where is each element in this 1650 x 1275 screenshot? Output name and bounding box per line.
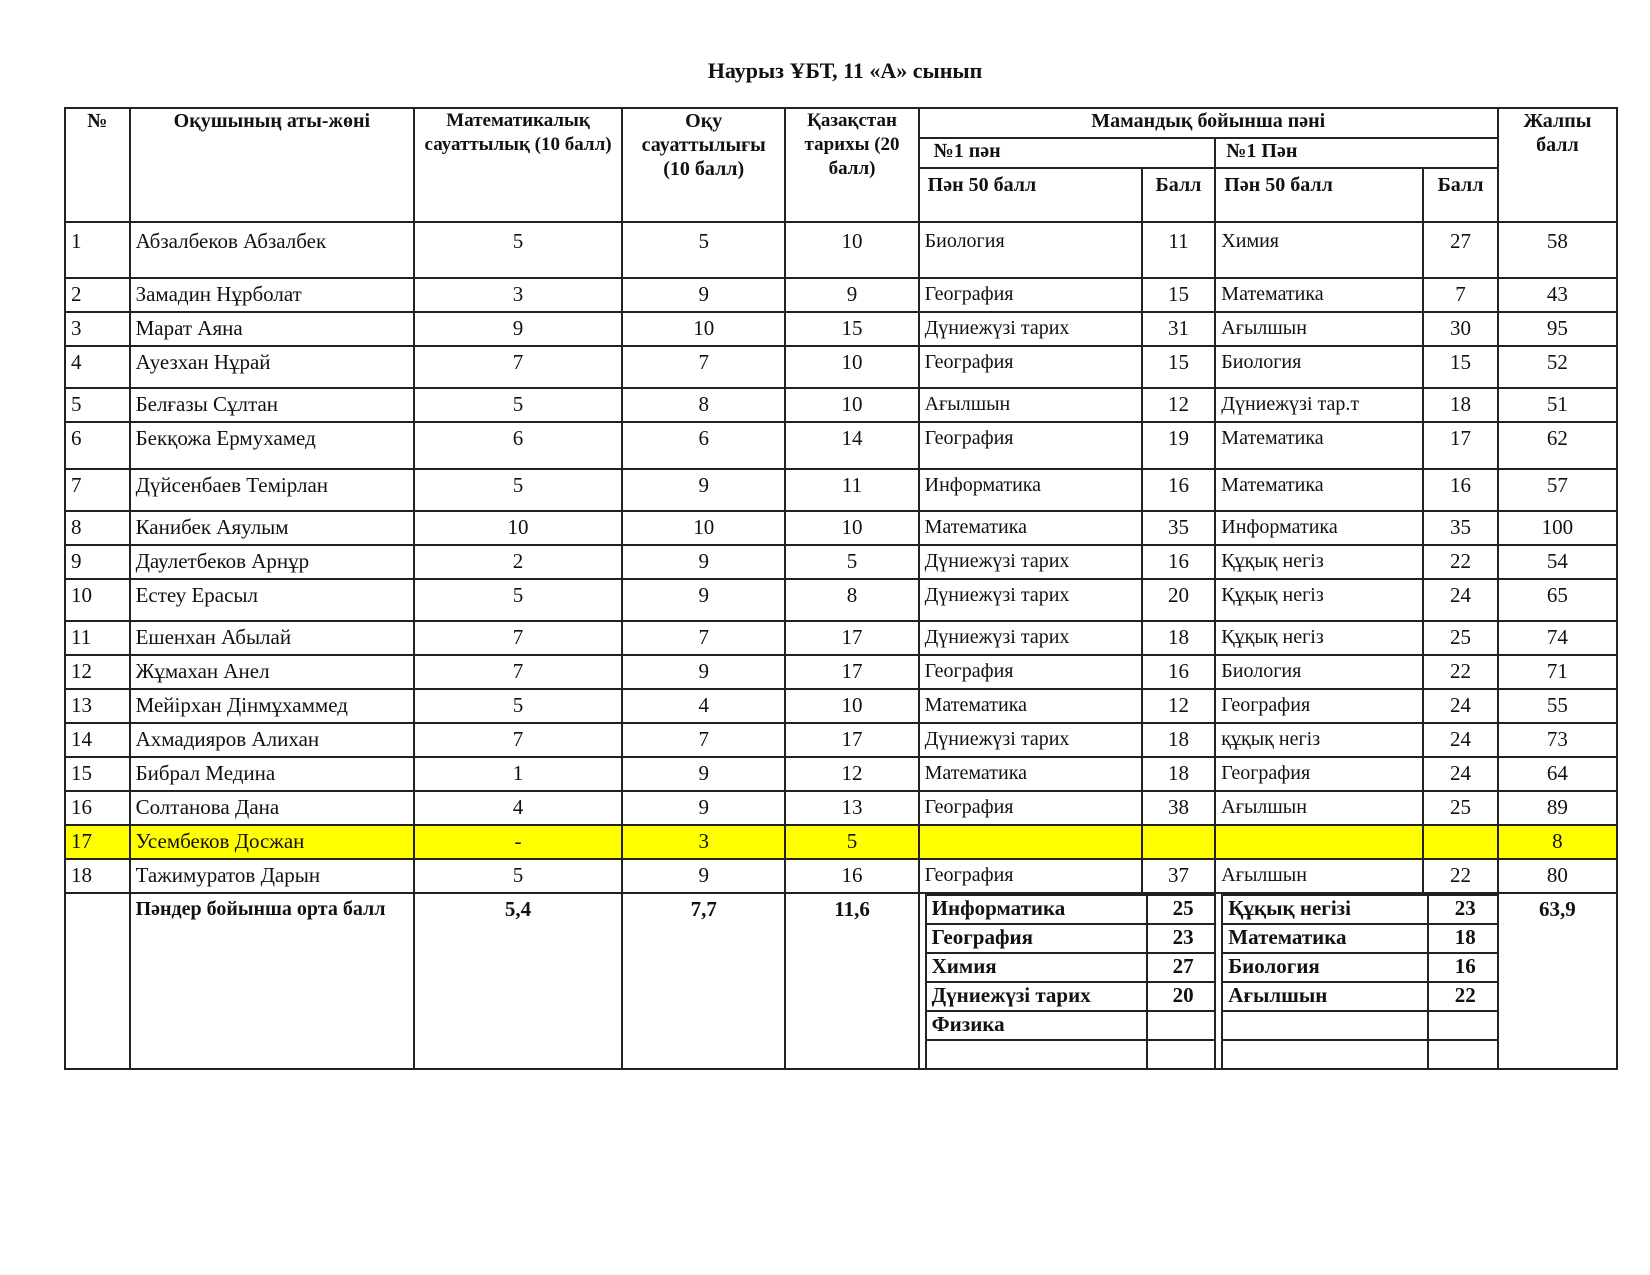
table-row <box>65 278 1617 312</box>
table-row <box>65 757 1617 791</box>
subject-1-score: 16 <box>1142 655 1216 689</box>
total-score: 55 <box>1498 689 1617 723</box>
subject-1-score: 38 <box>1142 791 1216 825</box>
subject-1: География <box>919 278 1142 312</box>
average-subject-score <box>1147 1040 1216 1068</box>
subject-1-score: 15 <box>1142 278 1216 312</box>
row-number: 10 <box>65 579 130 621</box>
average-num <box>65 893 130 1069</box>
reading-score: 8 <box>622 388 785 422</box>
subject-2: құқық негіз <box>1215 723 1423 757</box>
header-num: № <box>65 108 130 222</box>
table-row <box>65 621 1617 655</box>
subject-1: Математика <box>919 511 1142 545</box>
average-subject-row <box>926 1011 1216 1040</box>
row-number: 9 <box>65 545 130 579</box>
average-subject-row <box>1222 895 1498 924</box>
average-subject-score: 16 <box>1428 953 1498 982</box>
reading-score: 7 <box>622 621 785 655</box>
history-score: 11 <box>785 469 918 511</box>
average-subject <box>926 1040 1147 1068</box>
average-subject-score: 22 <box>1428 982 1498 1011</box>
total-score: 8 <box>1498 825 1617 859</box>
average-subject-row <box>926 895 1216 924</box>
header-subj-name-1: Пән 50 балл <box>919 168 1142 222</box>
subject-1-score: 11 <box>1142 222 1216 278</box>
average-label: Пәндер бойынша орта балл <box>130 893 415 1069</box>
subject-1: Математика <box>919 757 1142 791</box>
subject-2: Математика <box>1215 469 1423 511</box>
math-score: 6 <box>414 422 622 469</box>
subject-2: География <box>1215 689 1423 723</box>
total-score: 62 <box>1498 422 1617 469</box>
history-score: 14 <box>785 422 918 469</box>
average-subject-score: 23 <box>1428 895 1498 924</box>
subject-1-score: 18 <box>1142 621 1216 655</box>
subject-2-score: 24 <box>1423 723 1498 757</box>
history-score: 17 <box>785 655 918 689</box>
math-score: 3 <box>414 278 622 312</box>
average-subject: Ағылшын <box>1222 982 1428 1011</box>
average-total: 63,9 <box>1498 893 1617 1069</box>
average-subject-score: 18 <box>1428 924 1498 953</box>
history-score: 12 <box>785 757 918 791</box>
subject-2: Математика <box>1215 422 1423 469</box>
subject-2-score: 27 <box>1423 222 1498 278</box>
math-score: 7 <box>414 723 622 757</box>
history-score: 16 <box>785 859 918 893</box>
reading-score: 3 <box>622 825 785 859</box>
average-subject-score: 27 <box>1147 953 1216 982</box>
history-score: 5 <box>785 545 918 579</box>
row-number: 5 <box>65 388 130 422</box>
subject-1-score: 31 <box>1142 312 1216 346</box>
reading-score: 7 <box>622 723 785 757</box>
header-total: Жалпы балл <box>1498 108 1617 222</box>
math-score: 7 <box>414 655 622 689</box>
average-subject: География <box>926 924 1147 953</box>
subject-2-score: 22 <box>1423 859 1498 893</box>
reading-score: 10 <box>622 511 785 545</box>
subject-1: Дүниежүзі тарих <box>919 723 1142 757</box>
row-number: 18 <box>65 859 130 893</box>
table-row <box>65 545 1617 579</box>
subject-2: Химия <box>1215 222 1423 278</box>
row-number: 1 <box>65 222 130 278</box>
header-subj-score-2: Балл <box>1423 168 1498 222</box>
math-score: 5 <box>414 689 622 723</box>
average-row <box>65 893 1617 1069</box>
row-number: 13 <box>65 689 130 723</box>
reading-score: 10 <box>622 312 785 346</box>
subject-2-score: 24 <box>1423 689 1498 723</box>
subject-1-score: 20 <box>1142 579 1216 621</box>
subject-2-score: 30 <box>1423 312 1498 346</box>
reading-score: 9 <box>622 859 785 893</box>
reading-score: 9 <box>622 545 785 579</box>
row-number: 11 <box>65 621 130 655</box>
average-subject-row <box>1222 982 1498 1011</box>
student-name: Канибек Аяулым <box>130 511 415 545</box>
subject-1-score <box>1142 825 1216 859</box>
subject-1-score: 12 <box>1142 689 1216 723</box>
table-row <box>65 388 1617 422</box>
history-score: 10 <box>785 388 918 422</box>
subject-2: Құқық негіз <box>1215 545 1423 579</box>
math-score: 5 <box>414 469 622 511</box>
subject-2-score: 24 <box>1423 757 1498 791</box>
total-score: 71 <box>1498 655 1617 689</box>
subject-1: Дүниежүзі тарих <box>919 312 1142 346</box>
header-subj-name-2: Пән 50 балл <box>1215 168 1423 222</box>
reading-score: 9 <box>622 579 785 621</box>
average-subject-row <box>926 1040 1216 1068</box>
average-subject: Химия <box>926 953 1147 982</box>
table-row <box>65 655 1617 689</box>
average-subject-score: 23 <box>1147 924 1216 953</box>
student-name: Даулетбеков Арнұр <box>130 545 415 579</box>
subject-1-score: 35 <box>1142 511 1216 545</box>
reading-score: 9 <box>622 757 785 791</box>
history-score: 17 <box>785 621 918 655</box>
subject-1: География <box>919 859 1142 893</box>
row-number: 7 <box>65 469 130 511</box>
history-score: 15 <box>785 312 918 346</box>
subject-2: Информатика <box>1215 511 1423 545</box>
subject-2-score: 18 <box>1423 388 1498 422</box>
average-math: 5,4 <box>414 893 622 1069</box>
student-name: Усембеков Досжан <box>130 825 415 859</box>
subject-1-score: 19 <box>1142 422 1216 469</box>
reading-score: 4 <box>622 689 785 723</box>
row-number: 16 <box>65 791 130 825</box>
subject-1-score: 16 <box>1142 545 1216 579</box>
subject-1: География <box>919 655 1142 689</box>
subject-2-score: 25 <box>1423 621 1498 655</box>
total-score: 65 <box>1498 579 1617 621</box>
total-score: 73 <box>1498 723 1617 757</box>
subject-2: Ағылшын <box>1215 859 1423 893</box>
math-score: 9 <box>414 312 622 346</box>
subject-1 <box>919 825 1142 859</box>
student-name: Бибрал Медина <box>130 757 415 791</box>
average-subject: Дүниежүзі тарих <box>926 982 1147 1011</box>
subject-2: Ағылшын <box>1215 312 1423 346</box>
student-name: Жұмахан Анел <box>130 655 415 689</box>
average-subject-row <box>926 953 1216 982</box>
total-score: 80 <box>1498 859 1617 893</box>
table-row <box>65 579 1617 621</box>
average-subject-score: 20 <box>1147 982 1216 1011</box>
math-score: 1 <box>414 757 622 791</box>
student-name: Ауезхан Нұрай <box>130 346 415 388</box>
header-specialty: Мамандық бойынша пәні <box>919 108 1498 138</box>
subject-2-score: 16 <box>1423 469 1498 511</box>
table-row <box>65 222 1617 278</box>
header-row-1 <box>65 108 1617 138</box>
average-subject: Информатика <box>926 895 1147 924</box>
subject-1: Дүниежүзі тарих <box>919 621 1142 655</box>
subject-2: Математика <box>1215 278 1423 312</box>
average-subject: Биология <box>1222 953 1428 982</box>
row-number: 6 <box>65 422 130 469</box>
row-number: 12 <box>65 655 130 689</box>
subject-1: Математика <box>919 689 1142 723</box>
math-score: 2 <box>414 545 622 579</box>
table-row <box>65 689 1617 723</box>
table-row <box>65 469 1617 511</box>
average-subject-row <box>1222 1011 1498 1040</box>
subject-1: Дүниежүзі тарих <box>919 545 1142 579</box>
total-score: 52 <box>1498 346 1617 388</box>
average-subject-row <box>926 924 1216 953</box>
subject-2: Құқық негіз <box>1215 579 1423 621</box>
average-subject-score <box>1147 1011 1216 1040</box>
subject-2: Құқық негіз <box>1215 621 1423 655</box>
math-score: 7 <box>414 621 622 655</box>
subject-1-score: 18 <box>1142 723 1216 757</box>
subject-2-score: 24 <box>1423 579 1498 621</box>
history-score: 10 <box>785 689 918 723</box>
table-row <box>65 723 1617 757</box>
average-subject-score <box>1428 1011 1498 1040</box>
total-score: 89 <box>1498 791 1617 825</box>
student-name: Абзалбеков Абзалбек <box>130 222 415 278</box>
row-number: 2 <box>65 278 130 312</box>
subject-2-score: 22 <box>1423 545 1498 579</box>
average-subject-row <box>1222 924 1498 953</box>
header-history: Қазақстан тарихы (20 балл) <box>785 108 918 222</box>
history-score: 8 <box>785 579 918 621</box>
subject-1-score: 16 <box>1142 469 1216 511</box>
student-name: Белғазы Сұлтан <box>130 388 415 422</box>
total-score: 95 <box>1498 312 1617 346</box>
subject-1: Информатика <box>919 469 1142 511</box>
total-score: 54 <box>1498 545 1617 579</box>
reading-score: 9 <box>622 469 785 511</box>
average-subjects-1 <box>919 893 1216 1069</box>
results-table <box>64 107 1618 1070</box>
history-score: 10 <box>785 511 918 545</box>
math-score: 10 <box>414 511 622 545</box>
history-score: 10 <box>785 346 918 388</box>
student-name: Ахмадияров Алихан <box>130 723 415 757</box>
row-number: 14 <box>65 723 130 757</box>
average-history: 11,6 <box>785 893 918 1069</box>
average-subject <box>1222 1011 1428 1040</box>
total-score: 43 <box>1498 278 1617 312</box>
student-name: Марат Аяна <box>130 312 415 346</box>
average-subject: Математика <box>1222 924 1428 953</box>
table-row <box>65 511 1617 545</box>
average-subject-score <box>1428 1040 1498 1068</box>
subject-2-score: 15 <box>1423 346 1498 388</box>
average-subject: Физика <box>926 1011 1147 1040</box>
subject-1: Биология <box>919 222 1142 278</box>
math-score: 5 <box>414 388 622 422</box>
table-row <box>65 859 1617 893</box>
total-score: 58 <box>1498 222 1617 278</box>
table-row <box>65 825 1617 859</box>
math-score: 5 <box>414 579 622 621</box>
row-number: 15 <box>65 757 130 791</box>
math-score: 5 <box>414 859 622 893</box>
history-score: 17 <box>785 723 918 757</box>
reading-score: 9 <box>622 655 785 689</box>
row-number: 4 <box>65 346 130 388</box>
row-number: 17 <box>65 825 130 859</box>
history-score: 9 <box>785 278 918 312</box>
average-subject-score: 25 <box>1147 895 1216 924</box>
student-name: Мейірхан Дінмұхаммед <box>130 689 415 723</box>
subject-1: География <box>919 422 1142 469</box>
subject-1-score: 15 <box>1142 346 1216 388</box>
subject-1-score: 37 <box>1142 859 1216 893</box>
row-number: 3 <box>65 312 130 346</box>
subject-1: Дүниежүзі тарих <box>919 579 1142 621</box>
student-name: Бекқожа Ермухамед <box>130 422 415 469</box>
subject-2-score: 17 <box>1423 422 1498 469</box>
student-name: Солтанова Дана <box>130 791 415 825</box>
student-name: Замадин Нұрболат <box>130 278 415 312</box>
student-name: Дүйсенбаев Темірлан <box>130 469 415 511</box>
subject-2-score <box>1423 825 1498 859</box>
total-score: 100 <box>1498 511 1617 545</box>
reading-score: 6 <box>622 422 785 469</box>
subject-2-score: 25 <box>1423 791 1498 825</box>
header-subject-2: №1 Пән <box>1215 138 1498 168</box>
average-subject: Құқық негізі <box>1222 895 1428 924</box>
subject-1-score: 12 <box>1142 388 1216 422</box>
average-reading: 7,7 <box>622 893 785 1069</box>
table-row <box>65 422 1617 469</box>
subject-2: Дүниежүзі тар.т <box>1215 388 1423 422</box>
total-score: 64 <box>1498 757 1617 791</box>
subject-2-score: 7 <box>1423 278 1498 312</box>
reading-score: 5 <box>622 222 785 278</box>
subject-2: География <box>1215 757 1423 791</box>
subject-2: Биология <box>1215 346 1423 388</box>
total-score: 74 <box>1498 621 1617 655</box>
math-score: 4 <box>414 791 622 825</box>
average-subject-row <box>926 982 1216 1011</box>
history-score: 10 <box>785 222 918 278</box>
math-score: 7 <box>414 346 622 388</box>
header-math: Математикалық сауаттылық (10 балл) <box>414 108 622 222</box>
average-subject-row <box>1222 953 1498 982</box>
total-score: 51 <box>1498 388 1617 422</box>
subject-2 <box>1215 825 1423 859</box>
reading-score: 9 <box>622 278 785 312</box>
subject-1: География <box>919 791 1142 825</box>
history-score: 5 <box>785 825 918 859</box>
subject-1-score: 18 <box>1142 757 1216 791</box>
header-name: Оқушының аты-жөні <box>130 108 415 222</box>
header-subj-score-1: Балл <box>1142 168 1216 222</box>
page-title: Наурыз ҰБТ, 11 «А» сынып <box>707 58 983 83</box>
reading-score: 7 <box>622 346 785 388</box>
average-subject-row <box>1222 1040 1498 1068</box>
header-reading: Оқу сауаттылығы (10 балл) <box>622 108 785 222</box>
average-subject <box>1222 1040 1428 1068</box>
average-subjects-2 <box>1215 893 1498 1069</box>
math-score: - <box>414 825 622 859</box>
student-name: Естеу Ерасыл <box>130 579 415 621</box>
header-subject-1: №1 пән <box>919 138 1216 168</box>
table-body <box>65 222 1617 1069</box>
history-score: 13 <box>785 791 918 825</box>
subject-1: География <box>919 346 1142 388</box>
table-row <box>65 791 1617 825</box>
subject-2: Ағылшын <box>1215 791 1423 825</box>
subject-2-score: 35 <box>1423 511 1498 545</box>
subject-1: Ағылшын <box>919 388 1142 422</box>
subject-2: Биология <box>1215 655 1423 689</box>
student-name: Ешенхан Абылай <box>130 621 415 655</box>
math-score: 5 <box>414 222 622 278</box>
row-number: 8 <box>65 511 130 545</box>
table-row <box>65 312 1617 346</box>
reading-score: 9 <box>622 791 785 825</box>
total-score: 57 <box>1498 469 1617 511</box>
subject-2-score: 22 <box>1423 655 1498 689</box>
table-row <box>65 346 1617 388</box>
student-name: Тажимуратов Дарын <box>130 859 415 893</box>
